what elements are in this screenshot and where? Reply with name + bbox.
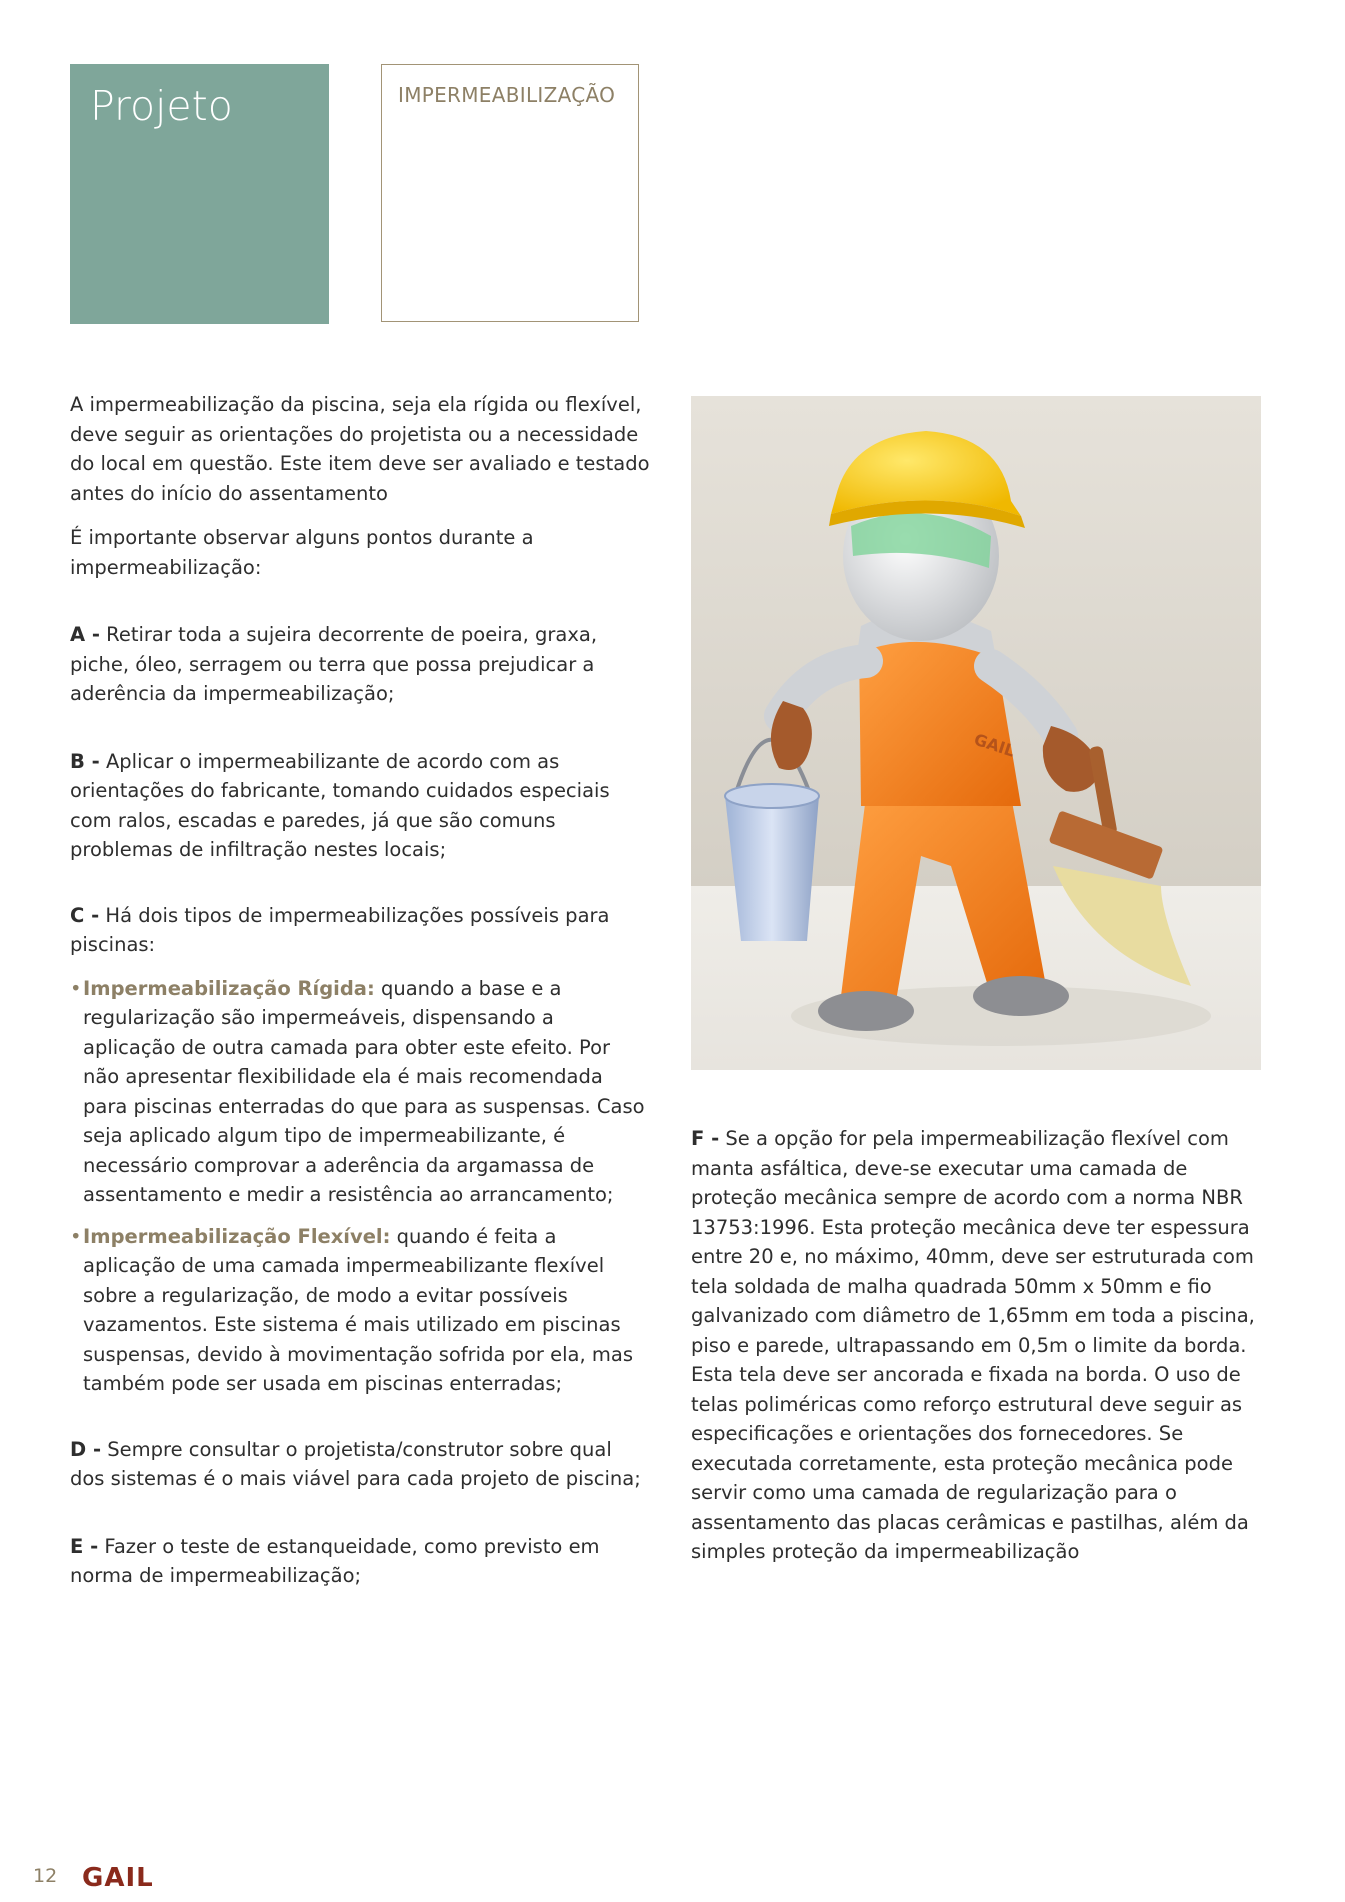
bullet-flexible [70, 1222, 650, 1399]
item-d [70, 1435, 650, 1494]
item-text: Fazer o teste de estanqueidade, como previsto em norma de impermeabilização; [70, 1534, 600, 1587]
item-a [70, 620, 650, 709]
item-key: A - [70, 623, 100, 646]
item-f [691, 1124, 1271, 1567]
intro-points: É importante observar alguns pontos durante a impermeabilização: [70, 526, 534, 579]
section-title: Projeto [90, 82, 233, 130]
item-b [70, 747, 650, 865]
bullet-heading: Impermeabilização Flexível: [83, 1224, 391, 1248]
bullet-heading: Impermeabilização Rígida: [83, 976, 375, 1000]
item-key: D - [70, 1437, 102, 1461]
page-number: 12 [33, 1865, 58, 1887]
topic-title: IMPERMEABILIZAÇÃO [398, 83, 616, 107]
item-key: B - [70, 749, 100, 773]
item-text: Sempre consultar o projetista/construtor sobre qual dos sistemas é o mais viável para cada projeto de piscina; [70, 1437, 641, 1490]
item-e [70, 1532, 650, 1591]
svg-text:GAIL: GAIL [971, 729, 1018, 761]
item-text: Retirar toda a sujeira decorrente de poeira, graxa, piche, óleo, serragem ou terra que possa prejudicar a aderência da impermeabilização; [70, 623, 598, 705]
item-key: F - [691, 1127, 720, 1150]
bullet-rigid [70, 974, 650, 1210]
worker-illustration [691, 396, 1261, 1070]
gail-logo [82, 1864, 182, 1890]
bullet-text: quando é feita a aplicação de uma camada impermeabilizante flexível sobre a regularização, de modo a evitar possíveis vazamentos. Este sistema é mais utilizado em piscinas suspensas, devido à movimentação sofrida por ela, mas também pode ser usada em piscinas enterradas; [83, 1224, 633, 1395]
right-column [691, 1124, 1271, 1567]
section-title-box [70, 64, 329, 324]
intro-paragraph: A impermeabilização da piscina, seja ela rígida ou flexível, deve seguir as orientações do projetista ou a necessidade do local em questão. Este item deve ser avaliado e testado antes do início do assentamento [70, 393, 650, 505]
item-text: Se a opção for pela impermeabilização flexível com manta asfáltica, deve-se executar uma camada de proteção mecânica sempre de acordo com a norma NBR 13753:1996. Esta proteção mecânica deve ter espessura entre 20 e, no máximo, 40mm, deve ser estruturada com tela soldada de malha quadrada 50mm x 50mm e fio galvanizado com diâmetro de 1,65mm em toda a piscina, piso e parede, ultrapassando em 0,5m o limite da borda. Esta tela deve ser ancorada e fixada na borda. O uso de telas poliméricas como reforço estrutural deve seguir as especificações e orientações dos fornecedores. Se executada corretamente, esta proteção mecânica pode servir como uma camada de regularização para o assentamento das placas cerâmicas e pastilhas, além da simples proteção da impermeabilização [691, 1127, 1255, 1563]
left-column [70, 390, 650, 1591]
item-c [70, 901, 650, 960]
item-text: Aplicar o impermeabilizante de acordo com as orientações do fabricante, tomando cuidados especiais com ralos, escadas e paredes, já que são comuns problemas de infiltração nestes locais; [70, 749, 610, 861]
brand-name: GAIL [82, 1864, 154, 1890]
item-key: C - [70, 903, 100, 927]
item-text: Há dois tipos de impermeabilizações possíveis para piscinas: [70, 903, 610, 956]
item-key: E - [70, 1534, 99, 1558]
bullet-text: quando a base e a regularização são impermeáveis, dispensando a aplicação de outra camada para obter este efeito. Por não apresentar flexibilidade ela é mais recomendada para piscinas enterradas do que para as suspensas. Caso seja aplicado algum tipo de impermeabilizante, é necessário comprovar a aderência da argamassa de assentamento e medir a resistência ao arrancamento; [83, 976, 645, 1206]
topic-box [381, 64, 639, 322]
